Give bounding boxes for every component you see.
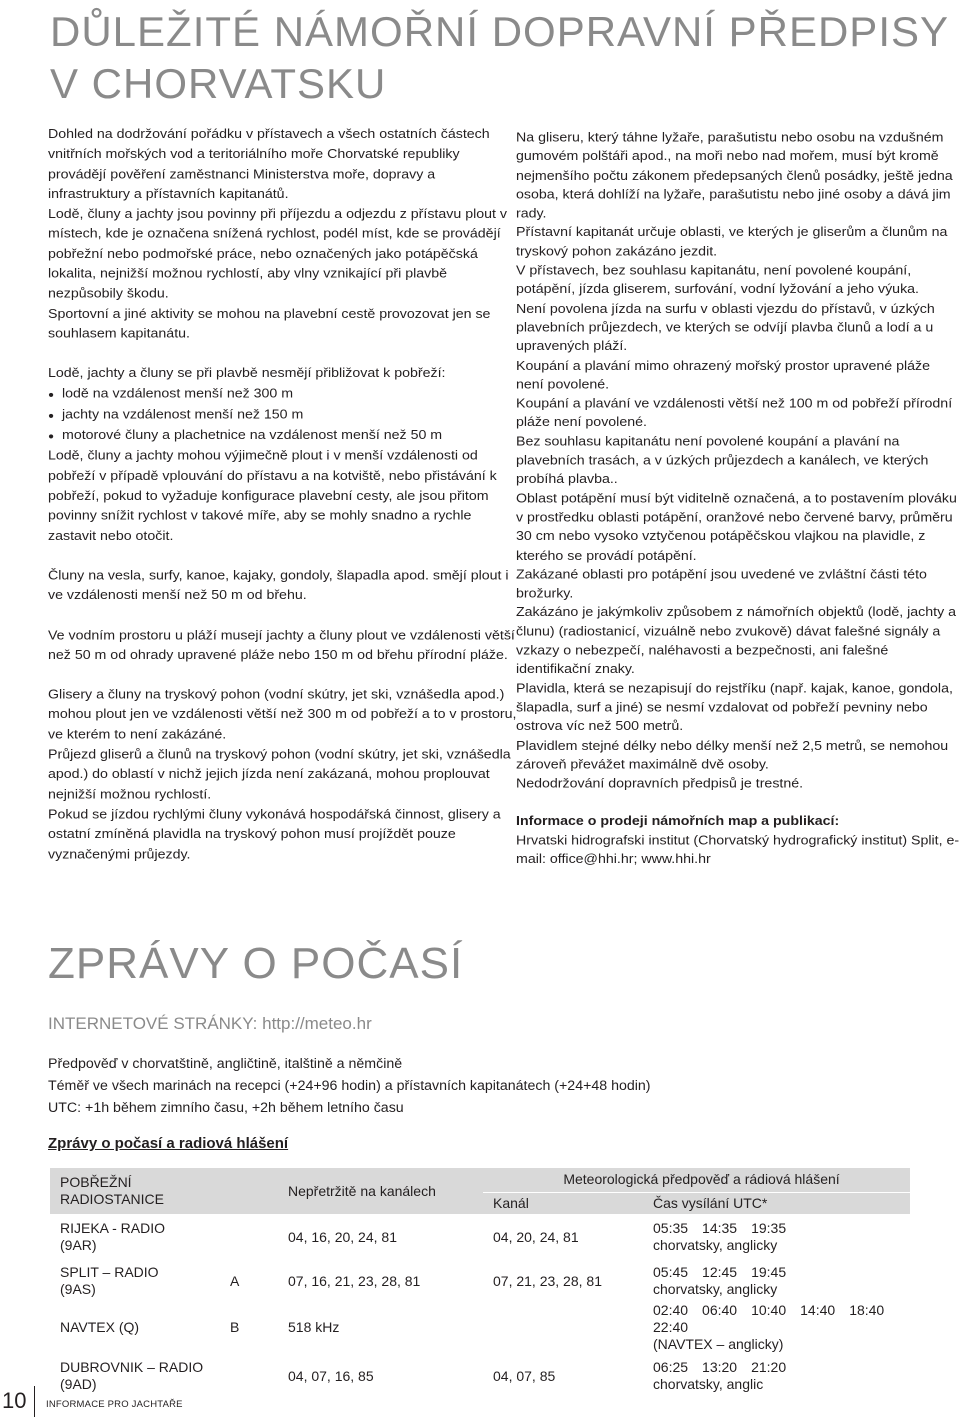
info-line: Téměř ve všech marinách na recepci (+24+96 hodin) a přístavních kapitanátech (+24+48 hodin) bbox=[48, 1078, 651, 1094]
paragraph: Lodě, čluny a jachty jsou povinny při příjezdu a odjezdu z přístavu plout v místech, kde je označena snížená rychlost, podél míst, kde se provádějí pobřežní nebo podmořské práce, nebo označených jako potápěčská lokalita, nejnižší možnou rychlostí, aby vlny vznikající při plavbě nezpůsobily škodu. bbox=[48, 206, 507, 302]
radio-table bbox=[50, 1168, 910, 1399]
paragraph: Není povolena jízda na surfu v oblasti vjezdu do přístavů, v úzkých plavebních průjezdech, ve kterých se odvíjí plavba člunů a lodí a u upravených pláží. bbox=[516, 301, 935, 355]
paragraph: Koupání a plavání mimo ohrazený mořský prostor upravené pláže není povolené. bbox=[516, 358, 931, 393]
info-text: Hrvatski hidrografski institut (Chorvatský hydrografický institut) Split, e-mail: office@hhi.hr; www.hhi.hr bbox=[516, 833, 960, 867]
weather-info bbox=[48, 1053, 748, 1119]
paragraph: Oblast potápění musí být viditelně označená, a to postavením plováku v prostředku oblasti potápění, oranžové nebo červené barvy, průměru 30 cm nebo vysoko vztyčenou potápěčskou vlajkou na plavidle, z kterého se provádí potápění. bbox=[516, 491, 957, 563]
bullet-icon: ● bbox=[48, 389, 55, 401]
paragraph: Ve vodním prostoru u pláží musejí jachty a čluny plout ve vzdálenosti větší než 50 m od ohrady upravené pláže nebo 150 m od břehu přírodní pláže. bbox=[48, 627, 515, 663]
page-title: DŮLEŽITÉ NÁMOŘNÍ DOPRAVNÍ PŘEDPISY V CHORVATSKU bbox=[50, 8, 949, 107]
footer-label: INFORMACE PRO JACHTAŘE bbox=[46, 1399, 183, 1410]
info-line: UTC: +1h během zimního času, +2h během letního času bbox=[48, 1100, 404, 1116]
divider bbox=[34, 1386, 35, 1417]
right-column bbox=[516, 129, 960, 870]
paragraph: Dohled na dodržování pořádku v přístavech a všech ostatních částech vnitřních mořských vod a teritoriálního moře Chorvatské republiky provádějí pověření zaměstnanci Ministerstva moře, dopravy a infrastruktury a přístavních kapitanátů. bbox=[48, 126, 490, 202]
bullet-item: ● jachty na vzdálenost menší než 150 m bbox=[48, 405, 518, 426]
paragraph: Lodě, čluny a jachty mohou výjimečně plout i v menší vzdálenosti od pobřeží v případě vplouvání do přístavu a na kotviště, nebo přistávání k pobřeží, pokud to vyžaduje konfigurace plavební cesty, ale jsou přitom povinny snížit rychlost v takové míře, aby se mohly snadno a rychle zastavit nebo otočit. bbox=[48, 448, 497, 544]
paragraph: Koupání a plavání ve vzdálenosti větší než 100 m od pobřeží přírodní pláže není povolené. bbox=[516, 396, 953, 431]
bullet-icon: ● bbox=[48, 431, 55, 442]
paragraph: Čluny na vesla, surfy, kanoe, kajaky, gondoly, šlapadla apod. smějí plout i ve vzdálenosti menší než 50 m od břehu. bbox=[48, 568, 509, 604]
header-channel: Kanál bbox=[493, 1194, 529, 1211]
bullet-item: ● lodě na vzdálenost menší než 300 m bbox=[48, 384, 518, 405]
table-row: RIJEKA - RADIO (9AR) 04, 16, 20, 24, 81 04, 20, 24, 81 05:35 14:35 19:35 chorvatsky, anglicky bbox=[60, 1220, 787, 1253]
paragraph: Přístavní kapitanát určuje oblasti, ve kterých je gliserům a člunům na tryskový pohon zakázáno jezdit. bbox=[516, 225, 948, 260]
table-row: NAVTEX (Q) B 518 kHz 02:40 06:40 10:40 14:40 18:4022:40 (NAVTEX – anglicky) bbox=[60, 1302, 885, 1352]
paragraph: Nedodržování dopravních předpisů je trestné. bbox=[516, 776, 804, 791]
info-heading: Informace o prodeji námořních map a publikací: bbox=[516, 814, 840, 829]
paragraph: Na gliseru, který táhne lyžaře, parašutistu nebo osobu na vzdušném gumovém polštáři apod., na moři nebo nad mořem, musí být kromě nejmenšího počtu zákonem předepsaných členů posádky, ještě jedna osoba, která dohlíží na lyžaře, parašutistu nebo jiné osoby a dává jim rady. bbox=[516, 130, 953, 222]
weather-subtitle: INTERNETOVÉ STRÁNKY: http://meteo.hr bbox=[48, 1014, 372, 1033]
paragraph: Průjezd gliserů a člunů na tryskový pohon (vodní skútry, jet ski, vznášedla apod.) do oblastí v nichž jejich jízda není zakázaná, mohou proplouvat nejnižší možnou rychlostí. bbox=[48, 747, 511, 803]
paragraph: Pokud se jízdou rychlými čluny vykonává hospodářská činnost, glisery a ostatní zmíněná plavidla na tryskový pohon musí projíždět pouze vyznačenými průjezdy. bbox=[48, 807, 501, 862]
paragraph: Sportovní a jiné aktivity se mohou na plavební cestě provozovat jen se souhlasem kapitanátu. bbox=[48, 306, 491, 342]
paragraph: Lodě, jachty a čluny se při plavbě nesmějí přibližovat k pobřeží: bbox=[48, 366, 446, 382]
page-number: 10 bbox=[2, 1388, 27, 1413]
section-heading: Zprávy o počasí a radiová hlášení bbox=[48, 1135, 289, 1152]
left-column bbox=[48, 125, 518, 865]
header-station: POBŘEŽNÍ RADIOSTANICE bbox=[60, 1174, 164, 1207]
table-row: SPLIT – RADIO (9AS) A 07, 16, 21, 23, 28, 81 07, 21, 23, 28, 81 05:45 12:45 19:45 chorvatsky, anglicky bbox=[60, 1264, 787, 1297]
paragraph: V přístavech, bez souhlasu kapitanátu, není povolené koupání, potápění, jízda gliserem, surfování, vodní lyžování a jeho výuka. bbox=[516, 263, 919, 298]
header-meteo: Meteorologická předpověď a rádiová hlášení bbox=[483, 1168, 910, 1192]
bullet-icon: ● bbox=[48, 410, 55, 421]
table-row: DUBROVNIK – RADIO (9AD) 04, 07, 16, 85 04, 07, 85 06:25 13:20 21:20 chorvatsky, anglic bbox=[60, 1359, 787, 1392]
info-line: Předpověď v chorvatštině, angličtině, italštině a němčině bbox=[48, 1056, 403, 1072]
header-nonstop: Nepřetržitě na kanálech bbox=[288, 1182, 436, 1199]
header-time: Čas vysílání UTC* bbox=[653, 1194, 768, 1211]
bullet-item: ● motorové čluny a plachetnice na vzdálenost menší než 50 m bbox=[48, 426, 518, 447]
paragraph: Zakázané oblasti pro potápění jsou uvedené ve zvláštní části této brožurky. bbox=[516, 567, 927, 601]
weather-title: ZPRÁVY O POČASÍ bbox=[48, 939, 464, 988]
paragraph: Plavidlem stejné délky nebo délky menší než 2,5 metrů, se nemohou zároveň převážet maximálně dvě osoby. bbox=[516, 738, 949, 772]
paragraph: Glisery a čluny na tryskový pohon (vodní skútry, jet ski, vznášedla apod.) mohou plout jen ve vzdálenosti větší než 300 m od pobřeží a to v prostoru, ve kterém to není zakázáné. bbox=[48, 687, 517, 743]
paragraph: Plavidla, která se nezapisují do rejstříku (např. kajak, kanoe, gondola, šlapadla, surf a jiné) se nesmí vzdalovat od pobřeží pevniny nebo ostrova víc než 500 metrů. bbox=[516, 681, 953, 734]
paragraph: Bez souhlasu kapitanátu není povolené koupání a plavání na plavebních trasách, a v úzkých průjezdech a kanálech, ve kterých probíhá plavba.. bbox=[516, 434, 929, 487]
paragraph: Zakázáno je jakýmkoliv způsobem z námořních objektů (lodě, jachty a člunu) (radiostanicí, vizuálně nebo zvukově) dávat falešné signály a vzkazy o nebezpečí, naléhavosti a bezpečnosti, ani falešné identifikační znaky. bbox=[516, 605, 957, 677]
